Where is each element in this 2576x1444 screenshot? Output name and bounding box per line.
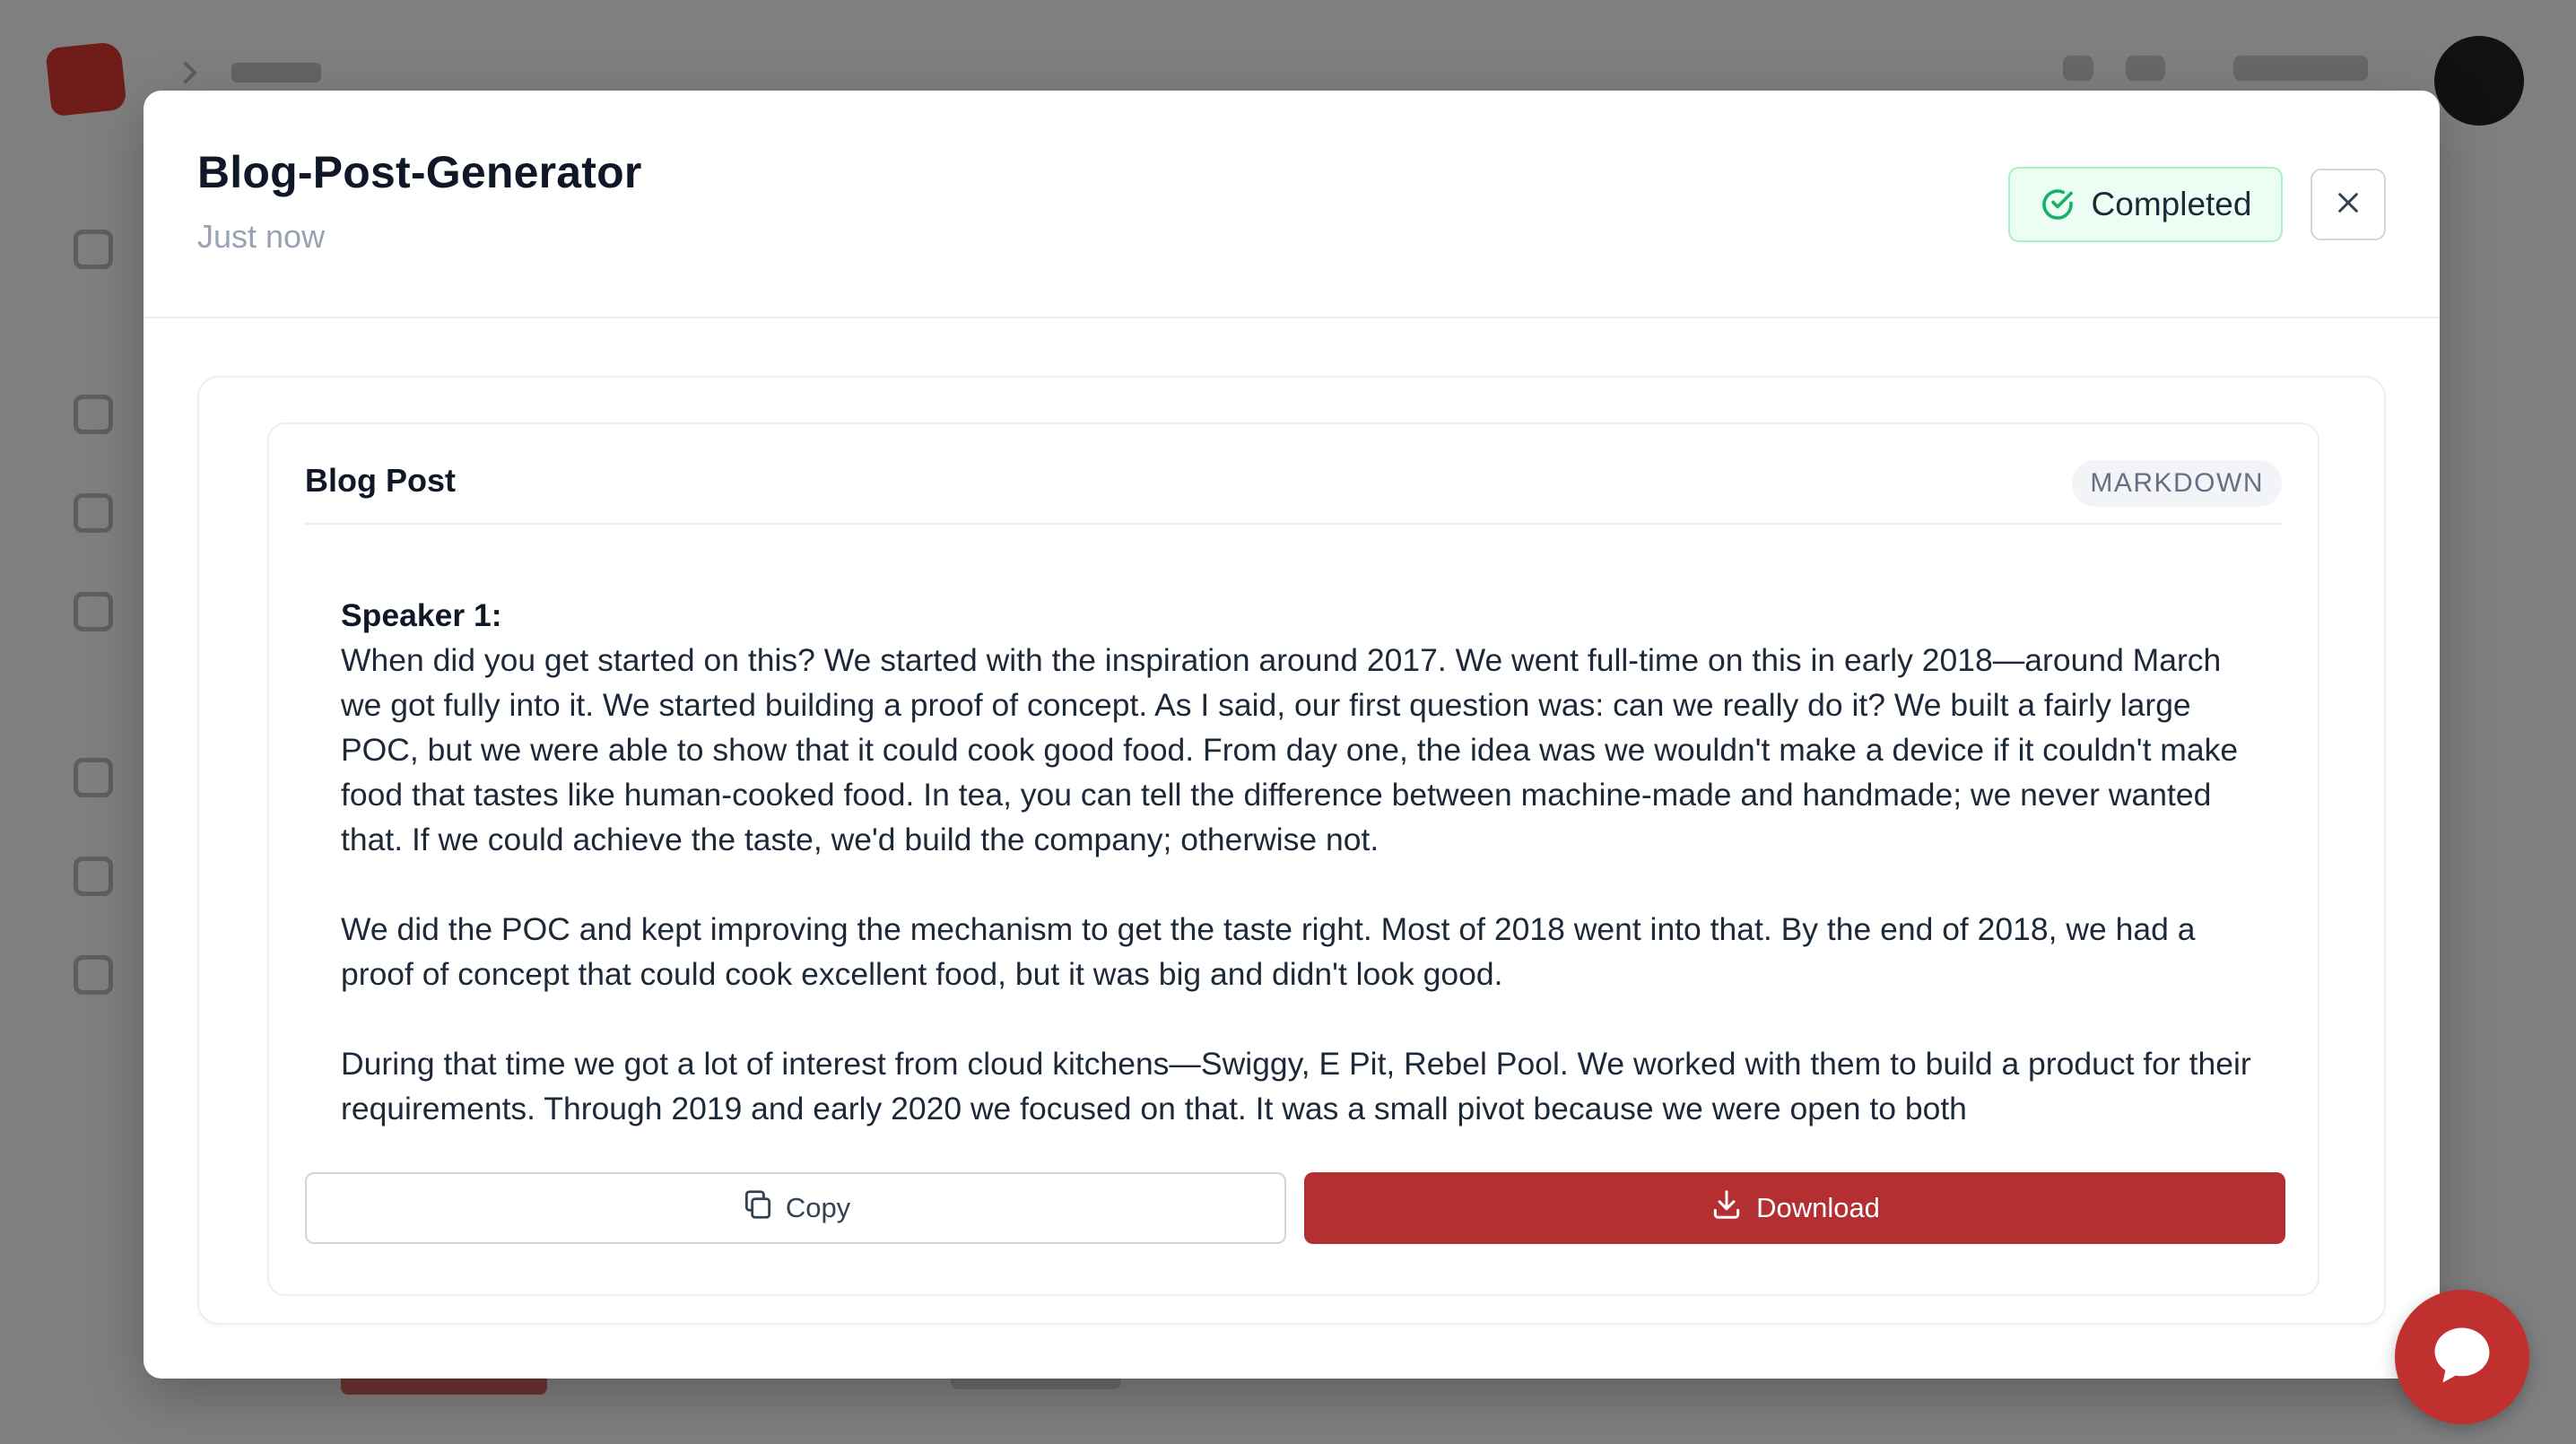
output-card-title: Blog Post bbox=[305, 462, 456, 499]
download-button[interactable] bbox=[1304, 1172, 2285, 1244]
result-modal bbox=[144, 91, 2440, 1379]
close-icon bbox=[2334, 188, 2363, 222]
output-content[interactable] bbox=[341, 593, 2255, 1131]
output-card-header bbox=[305, 424, 2282, 525]
download-icon bbox=[1710, 1187, 1744, 1229]
check-circle-icon bbox=[2040, 187, 2076, 222]
output-card bbox=[267, 422, 2319, 1296]
copy-icon bbox=[741, 1187, 775, 1229]
download-label: Download bbox=[1756, 1192, 1880, 1223]
chat-widget-button[interactable] bbox=[2395, 1290, 2529, 1424]
close-button[interactable] bbox=[2311, 169, 2386, 240]
chat-bubble-icon bbox=[2424, 1317, 2501, 1398]
copy-button[interactable] bbox=[305, 1172, 1286, 1244]
content-paragraph: We did the POC and kept improving the mechanism to get the taste right. Most of 2018 went into that. By the end of 2018, we had a proof of concept that could cook excellent food, but it was big and didn't look good. bbox=[341, 911, 2196, 992]
content-paragraph: When did you get started on this? We started with the inspiration around 2017. We went full-time on this in early 2018—around March we got fully into it. We started building a proof of concept. As I said, our first question was: can we really do it? We built a fairly large POC, but we were able to show that it could cook good food. From day one, the idea was we wouldn't make a device if it couldn't make food that tastes like human-cooked food. In tea, you can tell the difference between machine-made and handmade; we never wanted that. If we could achieve the taste, we'd build the company; otherwise not. bbox=[341, 642, 2239, 857]
modal-title: Blog-Post-Generator bbox=[197, 147, 642, 197]
content-paragraph: During that time we got a lot of interest from cloud kitchens—Swiggy, E Pit, Rebel Pool. We worked with them to build a product for their requirements. Through 2019 and early 2020 we focused on that. It was a small pivot because we were open to both bbox=[341, 1046, 2251, 1126]
modal-header bbox=[144, 91, 2440, 318]
output-panel bbox=[197, 376, 2386, 1325]
status-badge bbox=[2008, 167, 2283, 242]
copy-label: Copy bbox=[785, 1192, 851, 1223]
status-label: Completed bbox=[2091, 186, 2252, 222]
modal-timestamp: Just now bbox=[197, 218, 326, 255]
speaker-label: Speaker 1: bbox=[341, 597, 502, 633]
format-badge: MARKDOWN bbox=[2072, 460, 2282, 507]
